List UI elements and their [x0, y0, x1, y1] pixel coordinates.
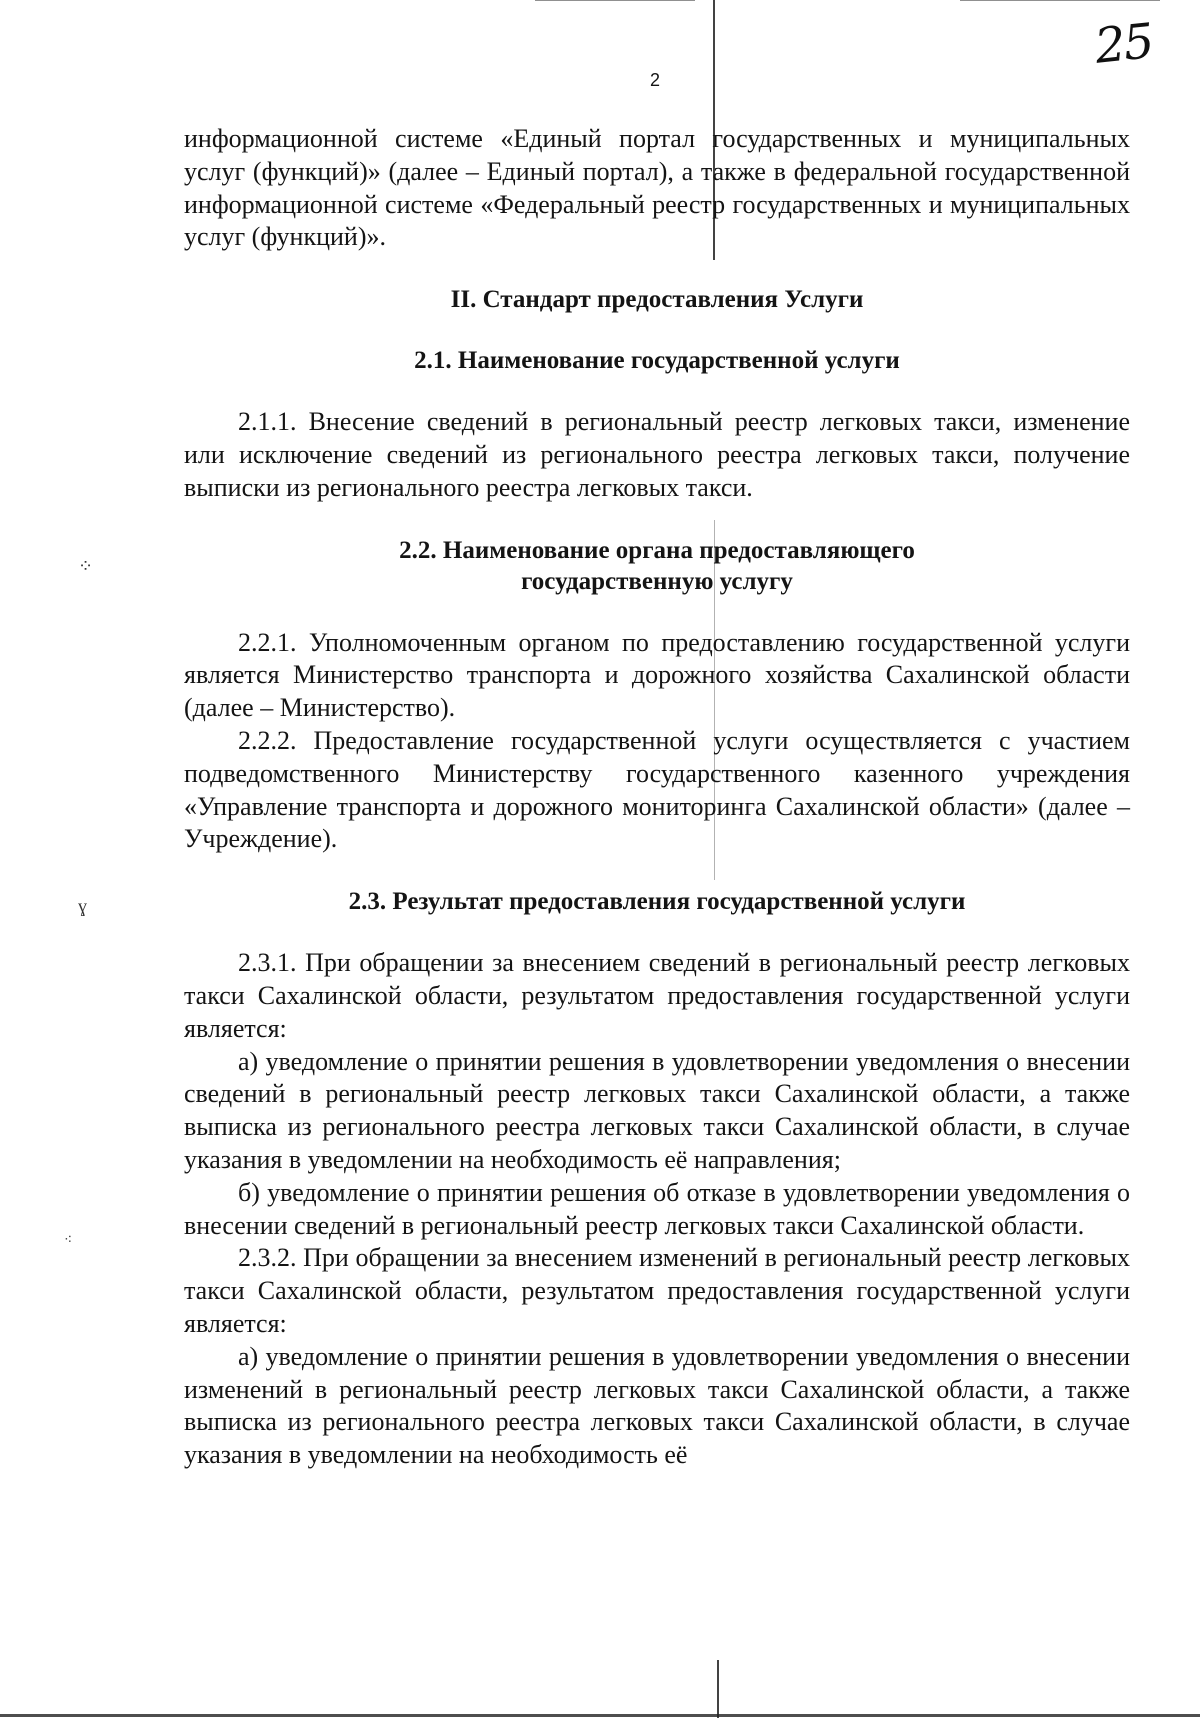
- scan-speck: ɣ: [78, 896, 87, 916]
- scan-fold-line-bottom: [717, 1660, 719, 1718]
- section-title: II. Стандарт предоставления Услуги: [450, 286, 864, 314]
- paragraph-2-3-1: 2.3.1. При обращении за внесением сведений в региональный реестр легковых такси Сахалинской области, результатом предоставления государственной услуги является:: [184, 948, 1130, 1043]
- paragraph-2-2-1: 2.2.1. Уполномоченным органом по предоставлению государственной услуги является Министерство транспорта и дорожного хозяйства Сахалинской области (далее – Министерство).: [184, 627, 1130, 723]
- paragraph-2-3-2-a: а) уведомление о принятии решения в удовлетворении уведомления о внесении изменений в региональный реестр легковых такси Сахалинской области, а также выписка из регионального реестра легковых такси Сахалинской области, в случае указания в уведомлении на необходимость её: [184, 1341, 1130, 1470]
- document-body: [184, 123, 1130, 1472]
- page-number: 2: [649, 70, 660, 90]
- intro-paragraph: информационной системе «Единый портал государственных и муниципальных услуг (функций)» (далее – Единый портал), а также в федеральной государственной информационной системе «Федеральный реестр государственных и муниципальных услуг (функций)».: [184, 124, 1130, 252]
- paragraph-2-3-1-a: а) уведомление о принятии решения в удовлетворении уведомления о внесении сведений в региональный реестр легковых такси Сахалинской области, а также выписка из регионального реестра легковых такси Сахалинской области, в случае указания в уведомлении на необходимость её направления;: [184, 1046, 1130, 1174]
- paragraph-2-3-2: 2.3.2. При обращении за внесением изменений в региональный реестр легковых такси Сахалинской области, результатом предоставления государственной услуги является:: [184, 1243, 1130, 1338]
- scan-speck: ⁖: [64, 1233, 73, 1248]
- paragraph-2-1-1: 2.1.1. Внесение сведений в региональный реестр легковых такси, изменение или исключение сведений из регионального реестра легковых такси, получение выписки из регионального реестра легковых такси.: [184, 407, 1130, 502]
- scan-edge-bottom: [0, 1714, 1200, 1717]
- paragraph-2-3-1-b: б) уведомление о принятии решения об отказе в удовлетворении уведомления о внесении сведений в региональный реестр легковых такси Сахалинской области.: [184, 1177, 1130, 1240]
- heading-2-1: 2.1. Наименование государственной услуги: [414, 347, 900, 375]
- heading-2-3: 2.3. Результат предоставления государственной услуги: [348, 888, 966, 916]
- scan-edge-top-left: [535, 0, 695, 1]
- handwritten-folio-number: 25: [1092, 13, 1155, 75]
- scan-speck: ⁘: [78, 556, 94, 576]
- paragraph-2-2-2: 2.2.2. Предоставление государственной услуги осуществляется с участием подведомственного Министерству государственного казенного учреждения «Управление транспорта и дорожного мониторинга Сахалинской области» (далее – Учреждение).: [184, 725, 1130, 854]
- scan-edge-top-right: [960, 0, 1160, 1]
- heading-2-2-line-1: 2.2. Наименование органа предоставляющего: [399, 536, 915, 564]
- heading-2-2-line-2: государственную услугу: [521, 567, 793, 595]
